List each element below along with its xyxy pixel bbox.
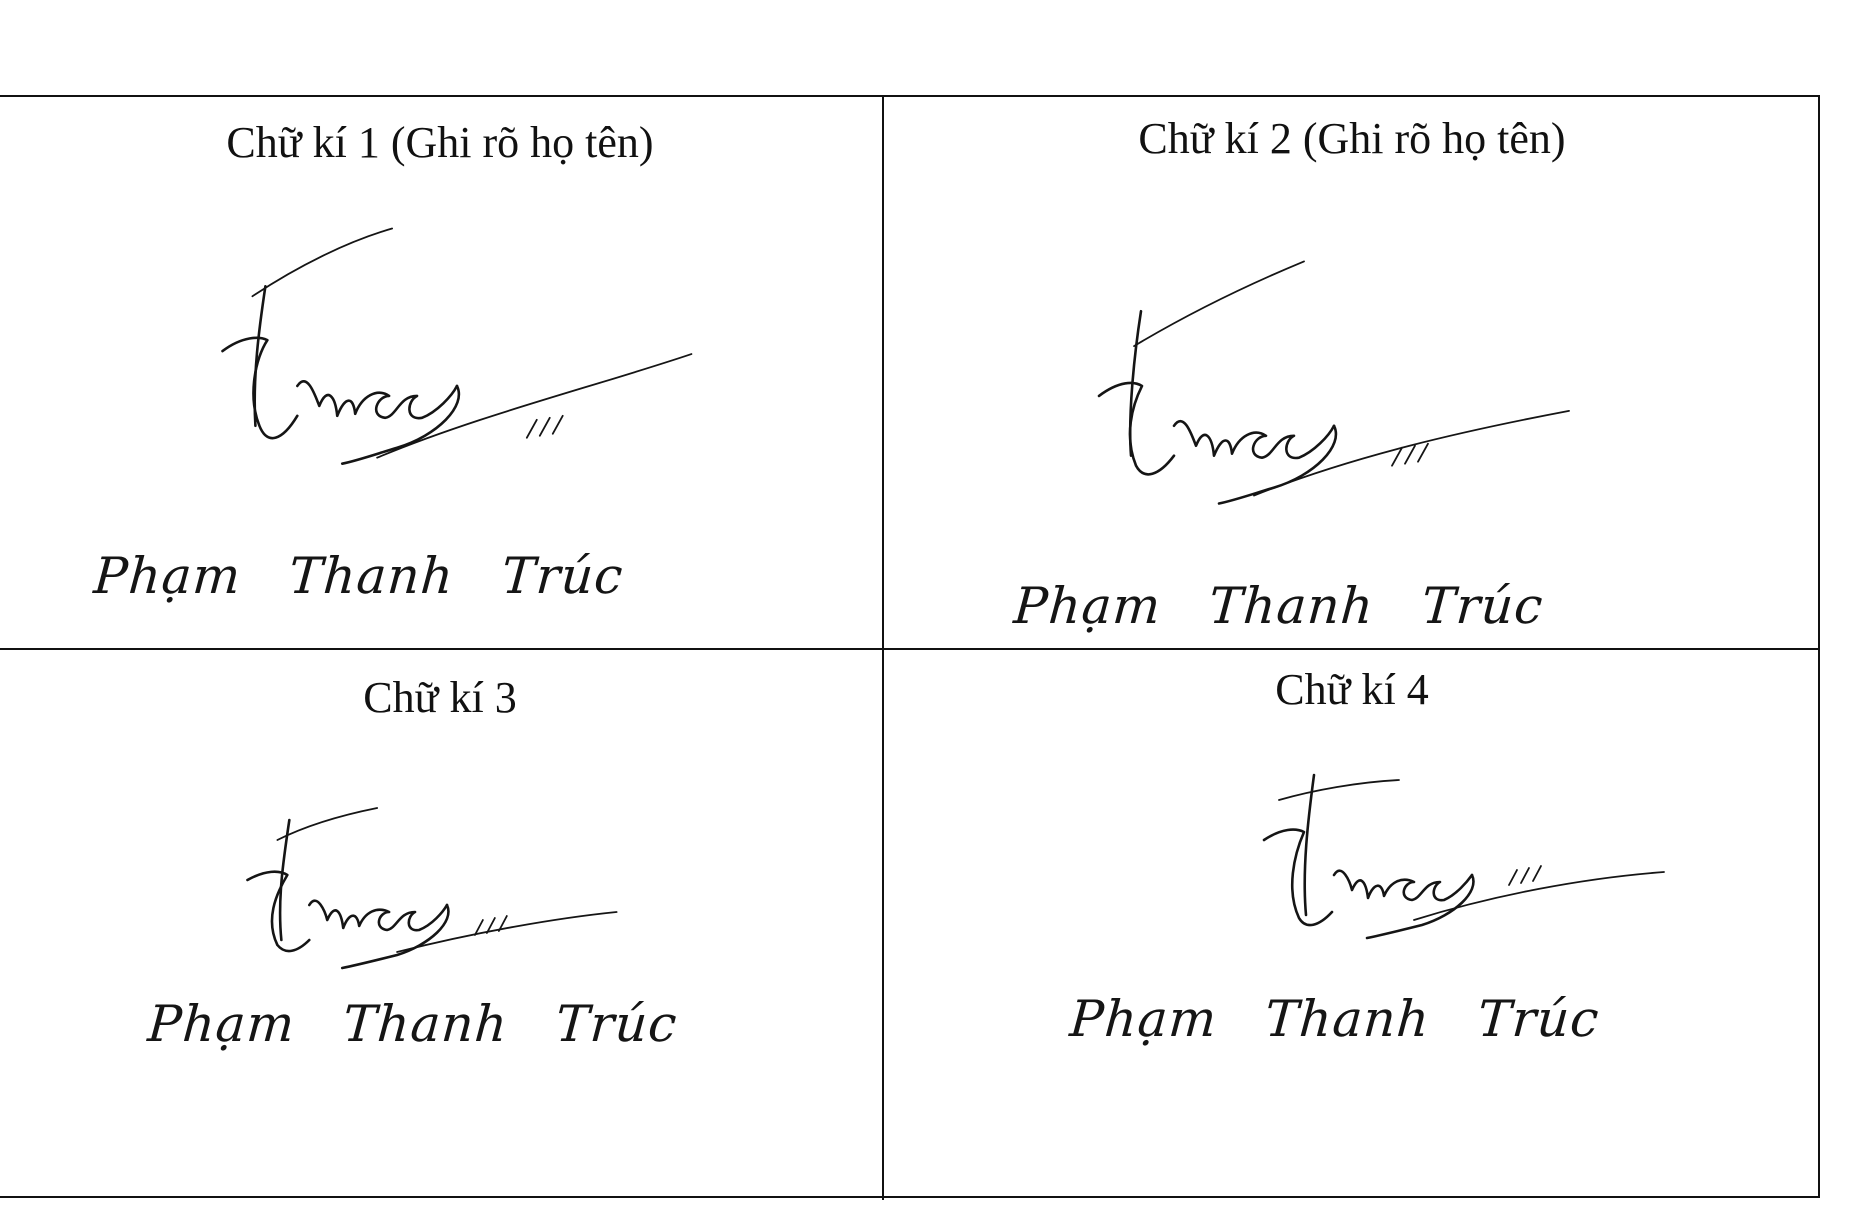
signature-box-title: Chữ kí 1 (Ghi rõ họ tên)	[226, 118, 654, 167]
signature-box-1	[0, 97, 884, 650]
signature-box-4	[884, 650, 1820, 1200]
signature-box-title: Chữ kí 3	[363, 673, 517, 722]
handwritten-signature-icon	[884, 650, 1820, 1200]
signature-box-title: Chữ kí 2 (Ghi rõ họ tên)	[1138, 114, 1566, 163]
handwritten-signature-icon	[0, 650, 882, 1200]
handwritten-signature-icon	[884, 97, 1820, 648]
signature-box-title: Chữ kí 4	[1275, 665, 1429, 714]
printed-name: Phạm Thanh Trúc	[1011, 577, 1546, 635]
signature-box-3	[0, 650, 884, 1200]
printed-name: Phạm Thanh Trúc	[91, 547, 626, 605]
signature-table	[0, 95, 1820, 1198]
printed-name: Phạm Thanh Trúc	[145, 995, 680, 1053]
printed-name: Phạm Thanh Trúc	[1067, 990, 1602, 1048]
signature-box-2	[884, 97, 1820, 650]
